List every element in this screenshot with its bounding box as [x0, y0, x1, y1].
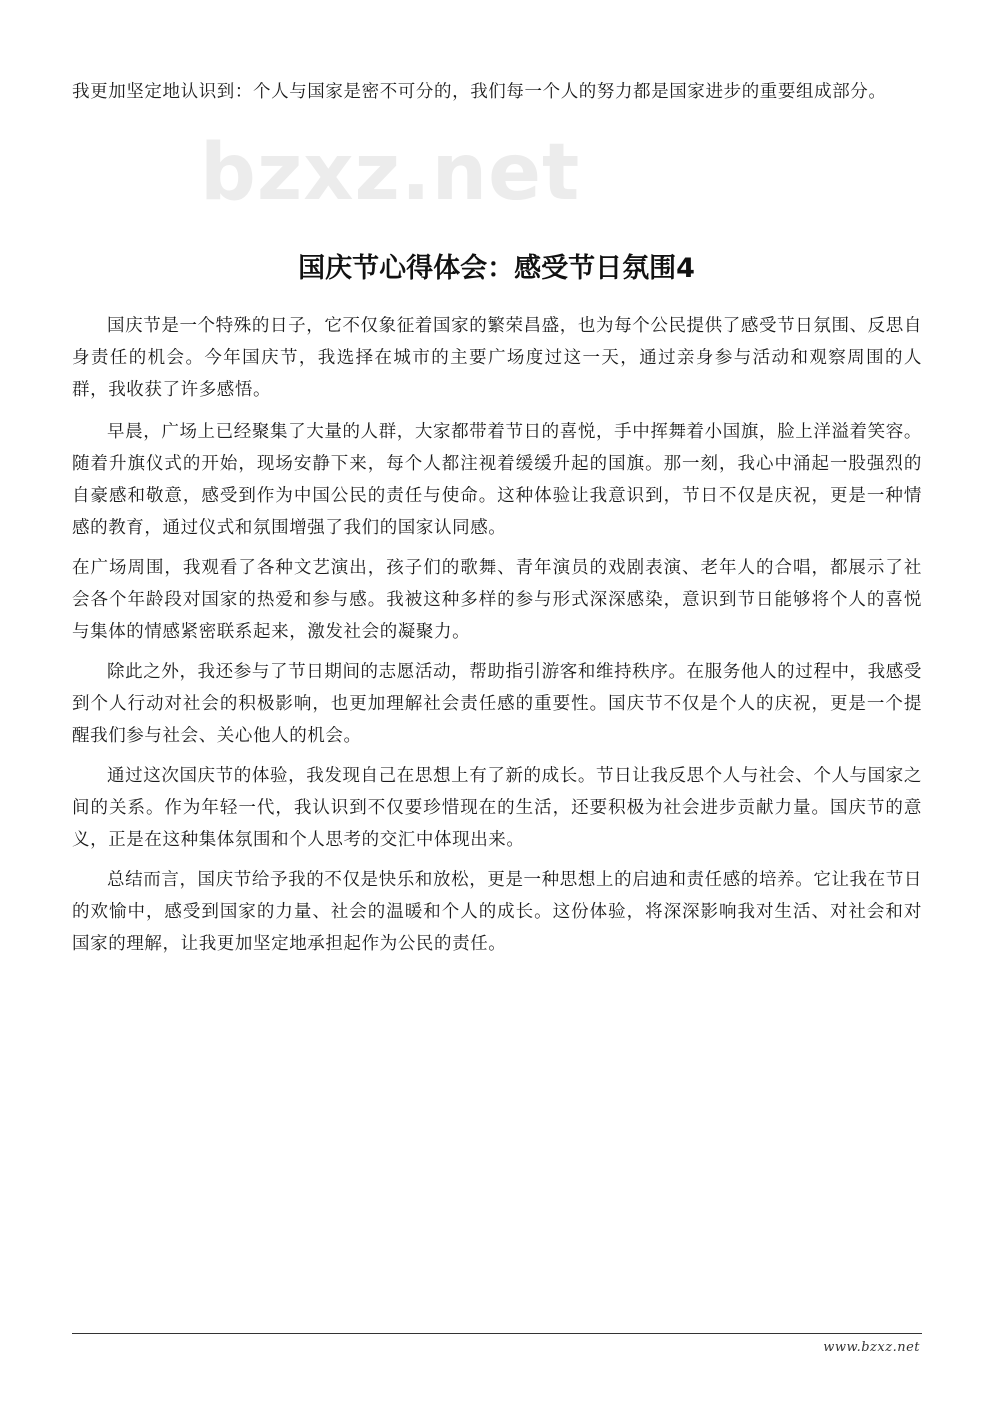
paragraph-6: 总结而言，国庆节给予我的不仅是快乐和放松，更是一种思想上的启迪和责任感的培养。它让我在节日的欢愉中，感受到国家的力量、社会的温暖和个人的成长。这份体验，将深深影响我对生活、对社会和对国家的理解，让我更加坚定地承担起作为公民的责任。	[72, 870, 922, 954]
page-title: 国庆节心得体会：感受节日氛围4	[298, 253, 695, 284]
intro-paragraph: 我更加坚定地认识到：个人与国家是密不可分的，我们每一个人的努力都是国家进步的重要组成部分。	[72, 82, 887, 102]
paragraph-3: 在广场周围，我观看了各种文艺演出，孩子们的歌舞、青年演员的戏剧表演、老年人的合唱，都展示了社会各个年龄段对国家的热爱和参与感。我被这种多样的参与形式深深感染，意识到节日能够将个人的喜悦与集体的情感紧密联系起来，激发社会的凝聚力。	[72, 558, 922, 642]
paragraph-2: 早晨，广场上已经聚集了大量的人群，大家都带着节日的喜悦，手中挥舞着小国旗，脸上洋溢着笑容。随着升旗仪式的开始，现场安静下来，每个人都注视着缓缓升起的国旗。那一刻，我心中涌起一股强烈的自豪感和敬意，感受到作为中国公民的责任与使命。这种体验让我意识到，节日不仅是庆祝，更是一种情感的教育，通过仪式和氛围增强了我们的国家认同感。	[72, 422, 922, 538]
footer-divider	[72, 1333, 922, 1334]
paragraph-4: 除此之外，我还参与了节日期间的志愿活动，帮助指引游客和维持秩序。在服务他人的过程中，我感受到个人行动对社会的积极影响，也更加理解社会责任感的重要性。国庆节不仅是个人的庆祝，更是一个提醒我们参与社会、关心他人的机会。	[72, 662, 922, 746]
paragraph-1: 国庆节是一个特殊的日子，它不仅象征着国家的繁荣昌盛，也为每个公民提供了感受节日氛围、反思自身责任的机会。今年国庆节，我选择在城市的主要广场度过这一天，通过亲身参与活动和观察周围的人群，我收获了许多感悟。	[72, 316, 922, 400]
footer-url: www.bzxz.net	[823, 1340, 920, 1355]
paragraph-5: 通过这次国庆节的体验，我发现自己在思想上有了新的成长。节日让我反思个人与社会、个人与国家之间的关系。作为年轻一代，我认识到不仅要珍惜现在的生活，还要积极为社会进步贡献力量。国庆节的意义，正是在这种集体氛围和个人思考的交汇中体现出来。	[72, 766, 922, 850]
watermark: bzxz.net	[200, 128, 581, 218]
